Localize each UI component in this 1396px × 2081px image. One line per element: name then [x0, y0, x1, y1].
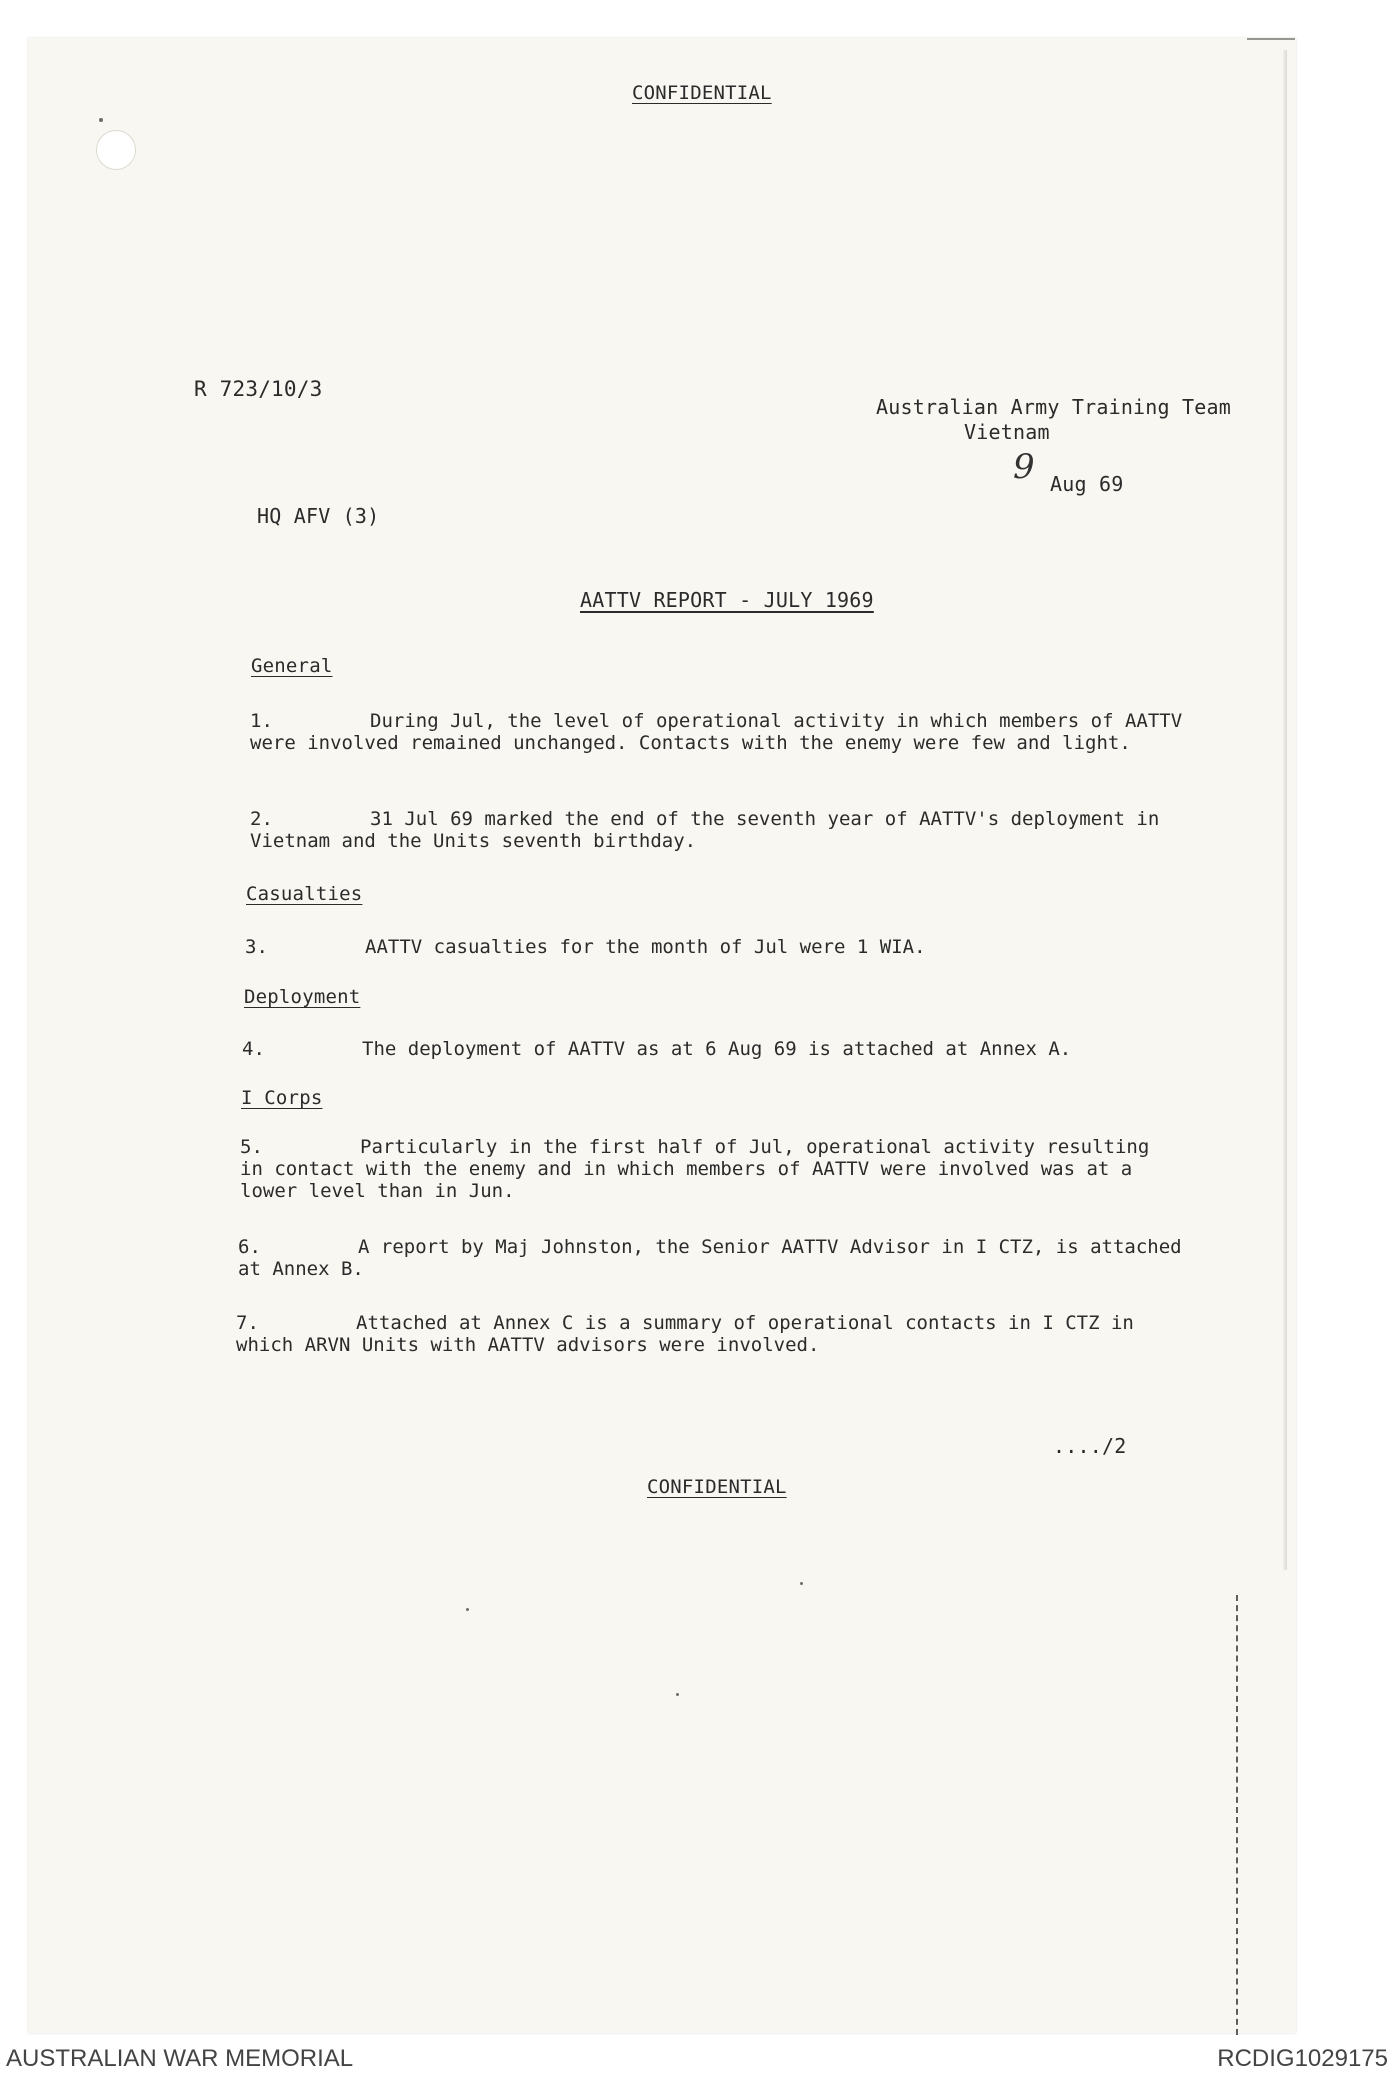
- paragraph-2: [250, 808, 1210, 852]
- date-month-year: Aug 69: [1050, 472, 1124, 496]
- speck: [466, 1608, 469, 1611]
- paragraph-text: During Jul, the level of operational activity in which members of AATTV were involved remained unchanged. Contacts with the enemy were few and light.: [250, 710, 1183, 754]
- sender-line-2: Vietnam: [964, 420, 1050, 444]
- paragraph-6: [238, 1236, 1198, 1280]
- reference-number: R 723/10/3: [194, 377, 323, 401]
- addressee: HQ AFV (3): [257, 504, 380, 528]
- speck: [676, 1693, 679, 1696]
- paragraph-number: 4.: [242, 1038, 265, 1060]
- paragraph-3: [245, 936, 1205, 958]
- paragraph-4: [242, 1038, 1202, 1060]
- archive-record-id: RCDIG1029175: [1217, 2045, 1388, 2072]
- section-heading-general: General: [251, 655, 333, 677]
- paragraph-text: 31 Jul 69 marked the end of the seventh year of AATTV's deployment in Vietnam and the Units seventh birthday.: [250, 808, 1160, 852]
- paragraph-text: The deployment of AATTV as at 6 Aug 69 is attached at Annex A.: [362, 1038, 1072, 1060]
- paragraph-5: [240, 1136, 1180, 1202]
- continuation-marker: ..../2: [1053, 1434, 1127, 1458]
- header-classification: CONFIDENTIAL: [632, 82, 772, 104]
- handwritten-day: 9: [1013, 447, 1035, 487]
- paragraph-7: [236, 1312, 1196, 1356]
- paragraph-number: 6.: [238, 1236, 261, 1258]
- section-heading-deployment: Deployment: [244, 986, 361, 1008]
- archive-source-label: AUSTRALIAN WAR MEMORIAL: [6, 2045, 354, 2072]
- paragraph-number: 3.: [245, 936, 268, 958]
- page-edge: [1283, 50, 1287, 1570]
- binder-edge: [1236, 1595, 1241, 2035]
- paragraph-text: Attached at Annex C is a summary of operational contacts in I CTZ in which ARVN Units with AATTV advisors were involved.: [236, 1312, 1134, 1356]
- section-heading-casualties: Casualties: [246, 883, 363, 905]
- corner-mark: [1247, 38, 1295, 50]
- sender-line-1: Australian Army Training Team: [876, 395, 1231, 419]
- report-title: AATTV REPORT - JULY 1969: [580, 588, 874, 612]
- paragraph-text: AATTV casualties for the month of Jul were 1 WIA.: [365, 936, 926, 958]
- speck: [800, 1582, 803, 1585]
- paragraph-number: 7.: [236, 1312, 259, 1334]
- footer-classification: CONFIDENTIAL: [647, 1476, 787, 1498]
- paragraph-number: 1.: [250, 710, 273, 732]
- paragraph-text: A report by Maj Johnston, the Senior AATTV Advisor in I CTZ, is attached at Annex B.: [238, 1236, 1182, 1280]
- document-page: [28, 38, 1296, 2033]
- punch-hole: [96, 130, 136, 170]
- paragraph-text: Particularly in the first half of Jul, operational activity resulting in contact with the enemy and in which members of AATTV were involved was at a lower level than in Jun.: [240, 1136, 1150, 1202]
- speck: [99, 118, 103, 122]
- section-heading-i-corps: I Corps: [241, 1087, 323, 1109]
- paragraph-1: [250, 710, 1200, 754]
- paragraph-number: 2.: [250, 808, 273, 830]
- paragraph-number: 5.: [240, 1136, 263, 1158]
